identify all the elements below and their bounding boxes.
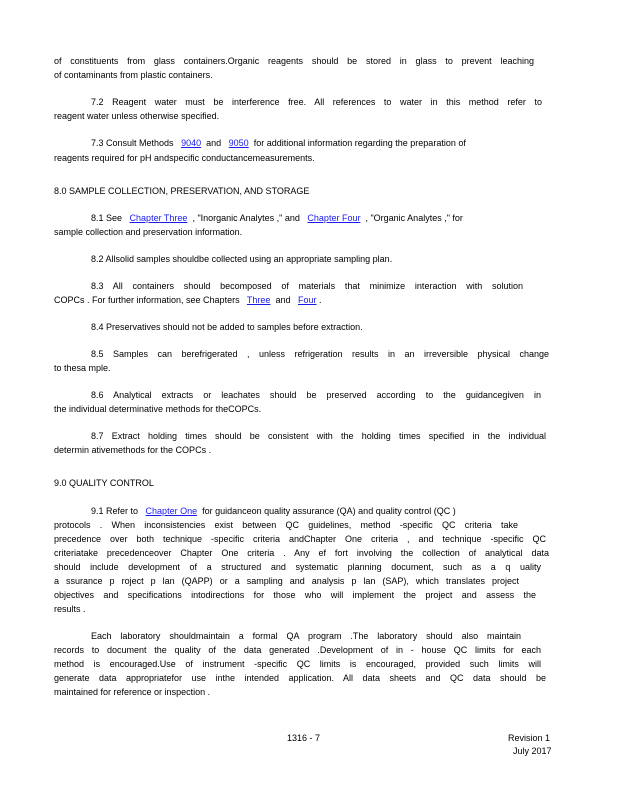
paragraph-8-1-line bbox=[91, 213, 463, 224]
paragraph-8-2: 8.2 Allsolid samples shouldbe collected using an appropriate sampling plan. bbox=[91, 254, 393, 264]
paragraph-8-7-line: 8.7 Extract holding times should be consistent with the holding times specified in the individual bbox=[91, 431, 546, 441]
paragraph-line: of constituents from glass containers.Organic reagents should be stored in glass to prevent leaching bbox=[54, 56, 534, 66]
paragraph-8-1-line: sample collection and preservation information. bbox=[54, 227, 243, 237]
paragraph-9-2-line: maintained for reference or inspection . bbox=[54, 687, 211, 697]
paragraph-line: of contaminants from plastic containers. bbox=[54, 70, 213, 80]
paragraph-text: 8.1 See bbox=[91, 213, 123, 223]
paragraph-9-1-line: precedence over both technique -specific criteria andChapter One criteria , and technique -specific QC bbox=[54, 534, 546, 544]
paragraph-8-3-line: 8.3 All containers should becomposed of materials that minimize interaction with solution bbox=[91, 281, 523, 291]
link-chapter-one[interactable]: Chapter One bbox=[145, 506, 198, 516]
paragraph-8-5-line: to thesa mple. bbox=[54, 363, 111, 373]
paragraph-9-1-line: results . bbox=[54, 604, 86, 614]
link-chapter-four[interactable]: Chapter Four bbox=[307, 213, 361, 223]
paragraph-9-2-line: records to document the quality of the data generated .Development of in - house QC limits for each bbox=[54, 645, 541, 655]
paragraph-7-3-line: reagents required for pH andspecific conductancemeasurements. bbox=[54, 153, 315, 163]
paragraph-9-1-line bbox=[91, 506, 456, 517]
paragraph-text: , "Inorganic Analytes ," and bbox=[192, 213, 300, 223]
revision-date: July 2017 bbox=[513, 746, 552, 756]
paragraph-9-1-line: objectives and specifications intodirections for those who will implement the project and assess the bbox=[54, 590, 536, 600]
paragraph-9-2-line: Each laboratory shouldmaintain a formal QA program .The laboratory should also maintain bbox=[91, 631, 521, 641]
paragraph-text: COPCs . For further information, see Chapters bbox=[54, 295, 240, 305]
paragraph-text: for guidanceon quality assurance (QA) and quality control (QC ) bbox=[202, 506, 456, 516]
paragraph-9-1-line: should include development of a structured and systematic planning document, such as a q uality bbox=[54, 562, 541, 572]
link-method-9040[interactable]: 9040 bbox=[181, 138, 202, 148]
paragraph-text: 7.3 Consult Methods bbox=[91, 138, 174, 148]
paragraph-8-3-line bbox=[54, 295, 322, 306]
paragraph-9-1-line: criteriatake precedenceover Chapter One criteria . Any ef fort involving the collection of analytical data bbox=[54, 548, 549, 558]
paragraph-8-5-line: 8.5 Samples can berefrigerated , unless refrigeration results in an irreversible physical change bbox=[91, 349, 549, 359]
revision-label: Revision 1 bbox=[508, 733, 551, 743]
paragraph-text: 9.1 Refer to bbox=[91, 506, 139, 516]
link-chapter-three[interactable]: Three bbox=[246, 295, 271, 305]
paragraph-text: . bbox=[319, 295, 322, 305]
link-chapter-four[interactable]: Four bbox=[298, 295, 317, 305]
paragraph-9-1-line: protocols . When inconsistencies exist between QC guidelines, method -specific QC criteria take bbox=[54, 520, 518, 530]
paragraph-7-2-line: 7.2 Reagent water must be interference free. All references to water in this method refer to bbox=[91, 97, 542, 107]
page-number: 1316 - 7 bbox=[287, 733, 321, 743]
paragraph-7-3-line bbox=[91, 138, 466, 149]
link-chapter-three[interactable]: Chapter Three bbox=[129, 213, 188, 223]
paragraph-8-4: 8.4 Preservatives should not be added to samples before extraction. bbox=[91, 322, 363, 332]
paragraph-7-2-line: reagent water unless otherwise specified. bbox=[54, 111, 220, 121]
paragraph-9-2-line: generate data appropriatefor use inthe intended application. All data sheets and QC data should be bbox=[54, 673, 546, 683]
section-heading-8: 8.0 SAMPLE COLLECTION, PRESERVATION, AND STORAGE bbox=[54, 186, 310, 196]
paragraph-text: and bbox=[206, 138, 222, 148]
paragraph-text: and bbox=[275, 295, 291, 305]
section-heading-9: 9.0 QUALITY CONTROL bbox=[54, 478, 154, 488]
paragraph-9-2-line: method is encouraged.Use of instrument -specific QC limits is encouraged, provided such limits will bbox=[54, 659, 541, 669]
link-method-9050[interactable]: 9050 bbox=[228, 138, 249, 148]
paragraph-8-7-line: determin ativemethods for the COPCs . bbox=[54, 445, 212, 455]
paragraph-8-6-line: the individual determinative methods for theCOPCs. bbox=[54, 404, 262, 414]
paragraph-text: , "Organic Analytes ," for bbox=[365, 213, 463, 223]
paragraph-9-1-line: a ssurance p roject p lan (QAPP) or a sampling and analysis p lan (SAP), which translates project bbox=[54, 576, 519, 586]
paragraph-8-6-line: 8.6 Analytical extracts or leachates should be preserved according to the guidancegiven in bbox=[91, 390, 541, 400]
paragraph-text: for additional information regarding the preparation of bbox=[253, 138, 466, 148]
